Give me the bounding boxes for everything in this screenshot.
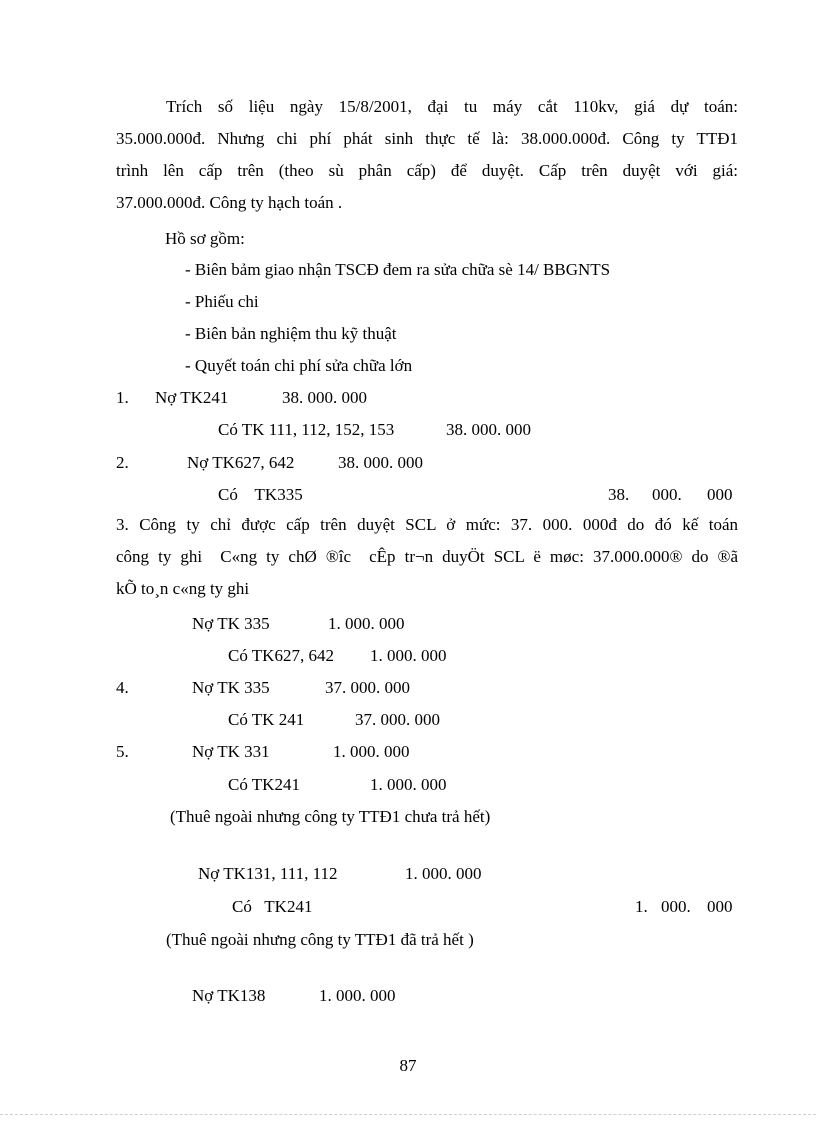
entry-4-debit-amount: 37. 000. 000 bbox=[325, 678, 410, 697]
entry-5-number: 5. bbox=[116, 742, 129, 761]
entry-5-debit: Nợ TK 331 bbox=[192, 742, 270, 761]
entry-2-debit-amount: 38. 000. 000 bbox=[338, 453, 423, 472]
entry-3-line-1: 3. Công ty chỉ được cấp trên duyệt SCL ở mức: 37. 000. 000đ do đó kế toán bbox=[116, 515, 738, 534]
entry-7-debit: Nợ TK138 bbox=[192, 986, 266, 1005]
entry-2-credit: Có TK335 bbox=[218, 485, 303, 504]
entry-2-credit-amount-part: 000 bbox=[707, 485, 733, 504]
entry-2-number: 2. bbox=[116, 453, 129, 472]
records-item: - Biên bản nghiệm thu kỹ thuật bbox=[185, 324, 397, 343]
entry-3-line-2: công ty ghi C«ng ty chØ ®îc cÊp tr¬n duyÖt SCL ë møc: 37.000.000® do ®ã bbox=[116, 547, 738, 566]
entry-3-debit-amount: 1. 000. 000 bbox=[328, 614, 405, 633]
entry-5-credit: Có TK241 bbox=[228, 775, 300, 794]
entry-6-debit-amount: 1. 000. 000 bbox=[405, 864, 482, 883]
entry-3-paragraph bbox=[116, 509, 738, 605]
entry-6-debit: Nợ TK131, 111, 112 bbox=[198, 864, 338, 883]
entry-6-credit-amount-part: 000 bbox=[707, 897, 733, 916]
intro-line-1: Trích số liệu ngày 15/8/2001, đại tu máy cắt 110kv, giá dự toán: bbox=[166, 97, 738, 116]
entry-6-credit-amount-part: 000. bbox=[661, 897, 691, 916]
entry-4-debit: Nợ TK 335 bbox=[192, 678, 270, 697]
intro-line-3: trình lên cấp trên (theo sù phân cấp) để duyệt. Cấp trên duyệt với giá: bbox=[116, 161, 738, 180]
entry-4-number: 4. bbox=[116, 678, 129, 697]
entry-4-credit: Có TK 241 bbox=[228, 710, 305, 729]
entry-6-credit-amount-part: 1. bbox=[635, 897, 648, 916]
entry-3-line-3: kÕ to¸n c«ng ty ghi bbox=[116, 579, 250, 598]
entry-2-credit-amount-part: 000. bbox=[652, 485, 682, 504]
entry-5-credit-amount: 1. 000. 000 bbox=[370, 775, 447, 794]
page-bottom-border bbox=[0, 1114, 816, 1115]
entry-3-credit-amount: 1. 000. 000 bbox=[370, 646, 447, 665]
entry-6-credit: Có TK241 bbox=[232, 897, 313, 916]
intro-line-4: 37.000.000đ. Công ty hạch toán . bbox=[116, 193, 343, 212]
entry-6-note: (Thuê ngoài nhưng công ty TTĐ1 đã trả hết ) bbox=[166, 930, 474, 949]
entry-1-debit-amount: 38. 000. 000 bbox=[282, 388, 367, 407]
entry-5-note: (Thuê ngoài nhưng công ty TTĐ1 chưa trả hết) bbox=[170, 807, 491, 826]
entry-1-credit: Có TK 111, 112, 152, 153 bbox=[218, 420, 395, 439]
entry-2-credit-amount-part: 38. bbox=[608, 485, 630, 504]
entry-3-credit: Có TK627, 642 bbox=[228, 646, 334, 665]
entry-1-credit-amount: 38. 000. 000 bbox=[446, 420, 531, 439]
entry-2-debit: Nợ TK627, 642 bbox=[187, 453, 295, 472]
page-number: 87 bbox=[399, 1056, 417, 1075]
entry-7-debit-amount: 1. 000. 000 bbox=[319, 986, 396, 1005]
entry-4-credit-amount: 37. 000. 000 bbox=[355, 710, 440, 729]
records-item: - Biên bảm giao nhận TSCĐ đem ra sửa chữa sè 14/ BBGNTS bbox=[185, 260, 611, 279]
entry-1-debit: Nợ TK241 bbox=[155, 388, 229, 407]
entry-1-number: 1. bbox=[116, 388, 129, 407]
records-item: - Quyết toán chi phí sửa chữa lớn bbox=[185, 356, 413, 375]
entry-3-debit: Nợ TK 335 bbox=[192, 614, 270, 633]
records-heading: Hồ sơ gồm: bbox=[165, 229, 245, 248]
entry-5-debit-amount: 1. 000. 000 bbox=[333, 742, 410, 761]
intro-paragraph bbox=[116, 91, 738, 219]
intro-line-2: 35.000.000đ. Nhưng chi phí phát sinh thực tế là: 38.000.000đ. Công ty TTĐ1 bbox=[116, 129, 738, 148]
records-item: - Phiếu chi bbox=[185, 292, 259, 311]
